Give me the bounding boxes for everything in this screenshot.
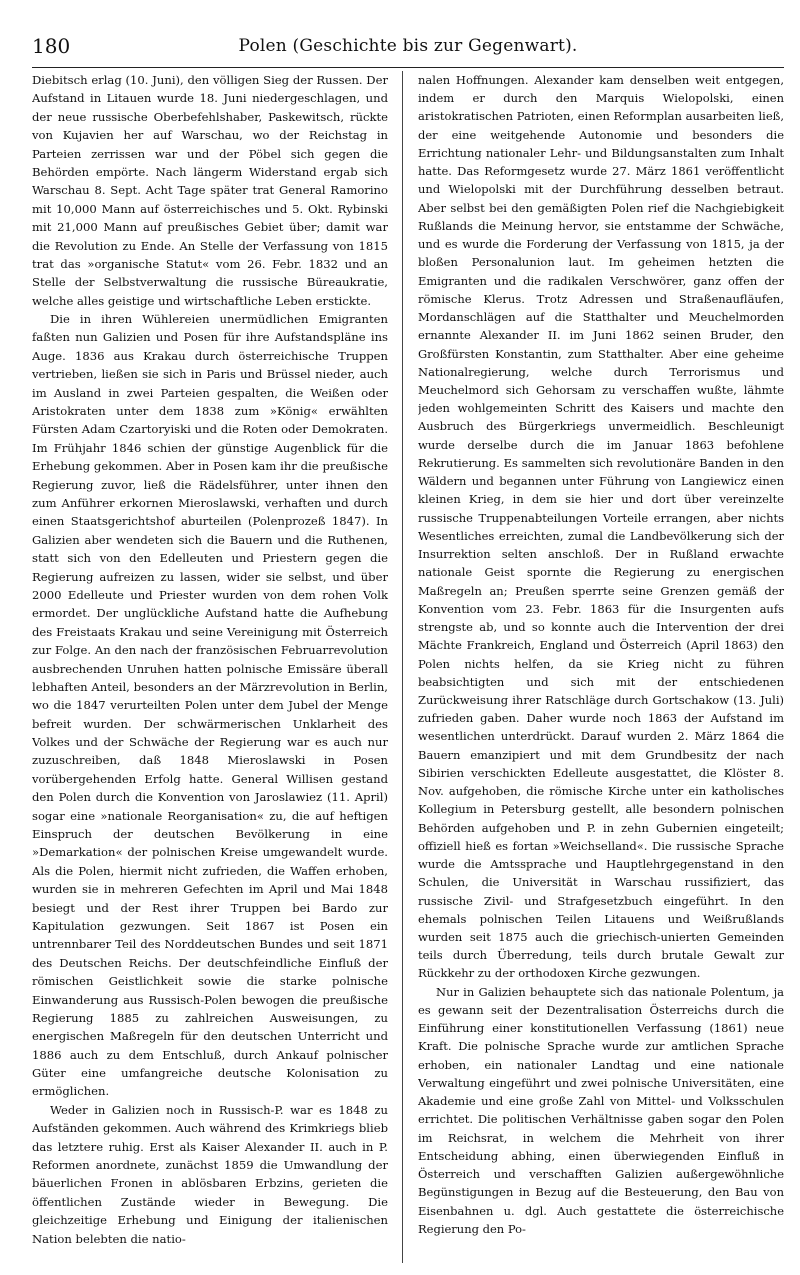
right-column (418, 71, 784, 1263)
page (32, 33, 784, 1263)
paragraph: Die in ihren Wühlereien unermüdlichen Emigranten faßten nun Galizien und Posen für ihre Aufstandspläne ins Auge. 1836 aus Krakau durch österreichische Truppen vertrieben, ließen sie sich in Paris und Brüssel nieder, auch im Ausland in zwei Parteien gespalten, die Weißen oder Aristokraten unter dem 1838 zum »König« erwählten Fürsten Adam Czartoryiski und die Roten oder Demokraten. Im Frühjahr 1846 schien der günstige Augenblick für die Erhebung gekommen. Aber in Posen kam ihr die preußische Regierung zuvor, ließ die Rädelsführer, unter ihnen den zum Anführer erkornen Mieroslawski, verhaften und durch einen Staatsgerichtshof aburteilen (Polenprozeß 1847). In Galizien aber wendeten sich die Bauern und die Ruthenen, statt sich von den Edelleuten und Priestern gegen die Regierung aufreizen zu lassen, wider sie selbst, und über 2000 Edelleute und Priester wurden von dem rohen Volk ermordet. Der unglückliche Aufstand hatte die Aufhebung des Freistaats Krakau und seine Vereinigung mit Österreich zur Folge. An den nach der französischen Februarrevolution ausbrechenden Unruhen hatten polnische Emissäre überall lebhaften Anteil, besonders an der Märzrevolution in Berlin, wo die 1847 verurteilten Polen unter dem Jubel der Menge befreit wurden. Der schwärmerischen Unklarheit des Volkes und der Schwäche der Regierung war es auch nur zuzuschreiben, daß 1848 Mieroslawski in Posen vorübergehenden Erfolg hatte. General Willisen gestand den Polen durch die Konvention von Jaroslawiez (11. April) sogar eine »nationale Reorganisation« zu, die auf heftigen Einspruch der deutschen Bevölkerung in eine »Demarkation« der polnischen Kreise umgewandelt wurde. Als die Polen, hiermit nicht zufrieden, die Waffen erhoben, wurden sie in mehreren Gefechten im April und Mai 1848 besiegt und der Rest ihrer Truppen bei Bardo zur Kapitulation gezwungen. Seit 1867 ist Posen ein untrennbarer Teil des Norddeutschen Bundes und seit 1871 des Deutschen Reichs. Der deutschfeindliche Einfluß der römischen Geistlichkeit sowie die starke polnische Einwanderung aus Russisch-Polen bewogen die preußische Regierung 1885 zu zahlreichen Ausweisungen, zu energischen Maßregeln für den deutschen Unterricht und 1886 auch zu dem Entschluß, durch Ankauf polnischer Güter eine umfangreiche deutsche Kolonisation zu ermöglichen. (32, 312, 388, 1099)
running-title: Polen (Geschichte bis zur Gegenwart). (238, 36, 578, 56)
paragraph: Weder in Galizien noch in Russisch-P. war es 1848 zu Aufständen gekommen. Auch während des Krimkriegs blieb das letztere ruhig. Erst als Kaiser Alexander II. auch in P. Reformen anordnete, zunächst 1859 die Umwandlung der bäuerlichen Fronen in ablösbaren Erbzins, gerieten die öffentlichen Zustände wieder in Bewegung. Die gleichzeitige Erhebung und Einigung der italienischen Nation belebten die natio- (32, 1102, 388, 1246)
paragraph: Nur in Galizien behauptete sich das nationale Polentum, ja es gewann seit der Dezentralisation Österreichs durch die Einführung einer konstitutionellen Verfassung (1861) neue Kraft. Die polnische Sprache wurde zur amtlichen Sprache erhoben, ein nationaler Landtag und eine nationale Verwaltung eingeführt und zwei polnische Universitäten, eine Akademie und eine große Zahl von Mittel- und Volksschulen errichtet. Die politischen Verhältnisse gaben sogar den Polen im Reichsrat, in welchem die Mehrheit von ihrer Entscheidung abhing, einen überwiegenden Einfluß in Österreich und verschafften Galizien außergewöhnliche Begünstigungen in Bezug auf die Besteuerung, den Bau von Eisenbahnen u. dgl. Auch gestattete die österreichische Regierung den Po- (418, 984, 784, 1236)
header-rule (32, 67, 784, 68)
paragraph: nalen Hoffnungen. Alexander kam denselben weit entgegen, indem er durch den Marquis Wielopolski, einen aristokratischen Patrioten, einen Reformplan ausarbeiten ließ, der eine weitgehende Autonomie und besonders die Errichtung nationaler Lehr- und Bildungsanstalten zum Inhalt hatte. Das Reformgesetz wurde 27. März 1861 veröffentlicht und Wielopolski mit der Durchführung desselben betraut. Aber selbst bei den gemäßigten Polen rief die Nachgiebigkeit Rußlands die Meinung hervor, sie entstamme der Schwäche, und es wurde die Forderung der Verfassung von 1815, ja der bloßen Personalunion laut. Im geheimen hetzten die Emigranten und die radikalen Verschwörer, ganz offen der römische Klerus. Trotz Adressen und Straßenaufläufen, Mordanschlägen auf die Statthalter und Meuchelmorden ernannte Alexander II. im Juni 1862 seinen Bruder, den Großfürsten Konstantin, zum Statthalter. Aber eine geheime Nationalregierung, welche durch Terrorismus und Meuchelmord sich Gehorsam zu verschaffen wußte, lähmte jeden wohlgemeinten Schritt des Kaisers und machte den Ausbruch des Bürgerkriegs unvermeidlich. Beschleunigt wurde derselbe durch die im Januar 1863 befohlene Rekrutierung. Es sammelten sich revolutionäre Banden in den Wäldern und begannen unter Führung von Langiewicz einen kleinen Krieg, in dem sie hier und dort über vereinzelte russische Truppenabteilungen Vorteile errangen, aber nichts Wesentliches erreichten, zumal die Landbevölkerung sich der Insurrektion selten anschloß. Der in Rußland erwachte nationale Geist spornte die Regierung zu energischen Maßregeln an; Preußen sperrte seine Grenzen gemäß der Konvention vom 23. Febr. 1863 für die Insurgenten aufs strengste ab, und so konnte auch die Intervention der drei Mächte Frankreich, England und Österreich (April 1863) den Polen nichts helfen, da sie Krieg nicht zu führen beabsichtigten und sich mit der entschiedenen Zurückweisung ihrer Ratschläge durch Gortschakow (13. Juli) zufrieden gaben. Daher wurde noch 1863 der Aufstand im wesentlichen unterdrückt. Darauf wurden 2. März 1864 die Bauern emanzipiert und mit dem Grundbesitz der nach Sibirien verschickten Edelleute ausgestattet, die Klöster 8. Nov. aufgehoben, die römische Kirche unter ein katholisches Kollegium in Petersburg gestellt, alle besondern polnischen Behörden aufgehoben und P. in zehn Gubernien eingeteilt; offiziell hieß es fortan »Weichselland«. Die russische Sprache wurde die Amtssprache und Hauptlehrgegenstand in den Schulen, die Universität in Warschau russifiziert, das russische Zivil- und Strafgesetzbuch eingeführt. In den ehemals polnischen Teilen Litauens und Weißrußlands wurden seit 1875 auch die griechisch-unierten Gemeinden teils durch Überredung, teils durch brutale Gewalt zur Rückkehr zu der orthodoxen Kirche gezwungen. (418, 73, 784, 981)
page-number: 180 (32, 34, 71, 58)
paragraph: Diebitsch erlag (10. Juni), den völligen Sieg der Russen. Der Aufstand in Litauen wurde 18. Juni niedergeschlagen, und der neue russische Oberbefehlshaber, Paskewitsch, rückte von Kujavien her auf Warschau, wo der Reichstag in Parteien zerrissen war und der Pöbel sich gegen die Behörden empörte. Nach längerm Widerstand ergab sich Warschau 8. Sept. Acht Tage später trat General Ramorino mit 10,000 Mann auf österreichisches und 5. Okt. Rybinski mit 21,000 Mann auf preußisches Gebiet über; damit war die Revolution zu Ende. An Stelle der Verfassung von 1815 trat das »organische Statut« vom 26. Febr. 1832 und an Stelle der Selbstverwaltung die russische Büreaukratie, welche alles geistige und wirtschaftliche Leben erstickte. (32, 73, 388, 308)
left-column (32, 71, 388, 1263)
column-divider (402, 71, 403, 1263)
page-header (32, 33, 784, 63)
